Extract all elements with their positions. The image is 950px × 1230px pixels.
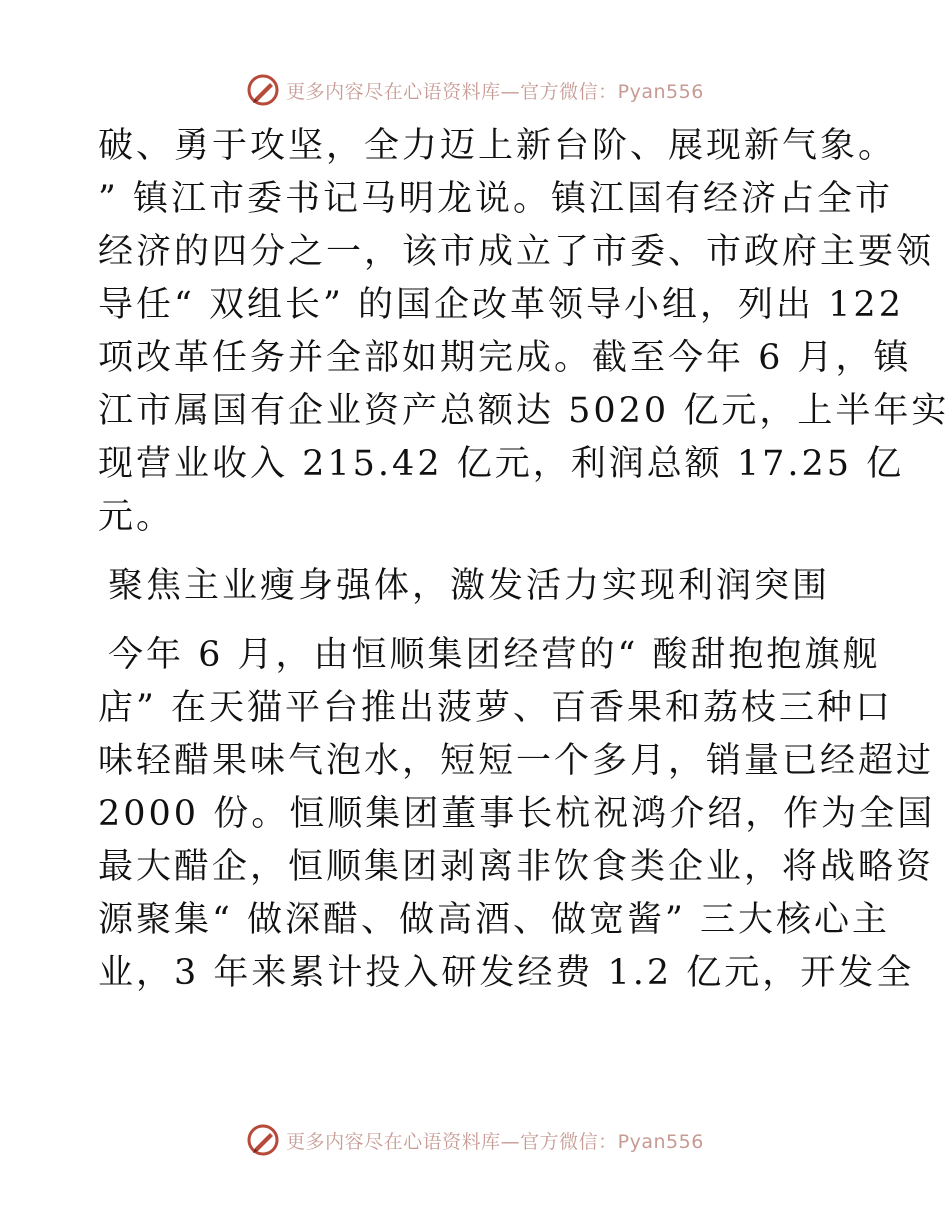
watermark-text: 更多内容尽在心语资料库—官方微信：Pyan556	[286, 80, 704, 103]
paragraph-line: 现营业收入 215.42 亿元，利润总额 17.25 亿	[98, 444, 905, 484]
document-body	[98, 120, 950, 1000]
pen-logo-icon	[246, 73, 280, 107]
watermark-header	[0, 70, 950, 110]
paragraph-line: 味轻醋果味气泡水，短短一个多月，销量已经超过	[98, 741, 935, 781]
paragraph-line: 导任“ 双组长” 的国企改革领导小组，列出 122	[98, 285, 904, 325]
paragraph-line: 项改革任务并全部如期完成。截至今年 6 月，镇	[98, 338, 912, 378]
watermark-text: 更多内容尽在心语资料库—官方微信：Pyan556	[286, 1130, 704, 1153]
paragraph-line: ” 镇江市委书记马明龙说。镇江国有经济占全市	[98, 179, 894, 219]
pen-logo-icon	[246, 1123, 280, 1157]
paragraph-line: 店” 在天猫平台推出菠萝、百香果和荔枝三种口	[98, 688, 894, 728]
paragraph-line: 最大醋企，恒顺集团剥离非饮食类企业，将战略资	[98, 847, 935, 887]
section-heading: 聚焦主业瘦身强体，激发活力实现利润突围	[108, 566, 831, 606]
paragraph-line: 经济的四分之一，该市成立了市委、市政府主要领	[98, 232, 935, 272]
paragraph-line: 2000 份。恒顺集团董事长杭祝鸿介绍，作为全国	[98, 794, 936, 834]
paragraph-line: 今年 6 月，由恒顺集团经营的“ 酸甜抱抱旗舰	[108, 635, 881, 675]
paragraph-line: 源聚集“ 做深醋、做高酒、做宽酱” 三大核心主	[98, 900, 891, 940]
paragraph-line: 元。	[98, 497, 175, 537]
watermark-footer	[0, 1120, 950, 1160]
paragraph-line: 破、勇于攻坚，全力迈上新台阶、展现新气象。	[98, 126, 897, 166]
paragraph-line: 江市属国有企业资产总额达 5020 亿元，上半年实	[98, 391, 950, 431]
paragraph-line: 业，3 年来累计投入研发经费 1.2 亿元，开发全	[98, 953, 915, 993]
